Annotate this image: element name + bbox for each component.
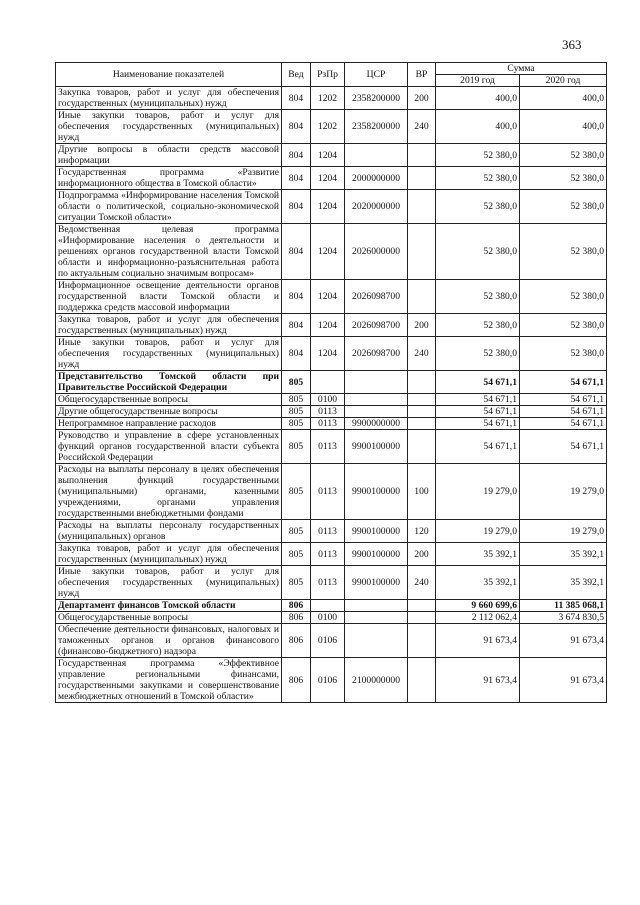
cell-ved: 805 (282, 430, 311, 464)
cell-rzpr: 1204 (311, 167, 345, 190)
table-row (56, 167, 607, 190)
cell-csr: 2000000000 (345, 167, 408, 190)
cell-rzpr: 1204 (311, 144, 345, 167)
cell-ved: 804 (282, 87, 311, 110)
table-row (56, 658, 607, 703)
cell-rzpr: 0106 (311, 658, 345, 703)
cell-name: Руководство и управление в сфере установленных функций органов государственной власти субъекта Российской Федерации (56, 430, 282, 464)
header-rzpr: РзПр (311, 63, 345, 87)
cell-sum-2020: 54 671,1 (520, 430, 607, 464)
cell-csr (345, 624, 408, 658)
cell-csr: 9900100000 (345, 464, 408, 520)
cell-ved: 805 (282, 418, 311, 430)
cell-csr: 9900100000 (345, 520, 408, 543)
cell-sum-2020: 3 674 830,5 (520, 612, 607, 624)
cell-sum-2020: 52 380,0 (520, 190, 607, 224)
cell-vr: 200 (408, 314, 436, 337)
cell-name: Подпрограмма «Информирование населения Томской области о политической, социально-экономической ситуации Томской области» (56, 190, 282, 224)
cell-sum-2019: 400,0 (436, 87, 520, 110)
cell-sum-2019: 52 380,0 (436, 280, 520, 314)
cell-rzpr: 1202 (311, 87, 345, 110)
cell-rzpr: 0113 (311, 566, 345, 600)
cell-sum-2019: 54 671,1 (436, 430, 520, 464)
cell-rzpr (311, 600, 345, 612)
cell-sum-2019: 52 380,0 (436, 190, 520, 224)
cell-sum-2020: 35 392,1 (520, 566, 607, 600)
cell-sum-2020: 400,0 (520, 87, 607, 110)
table-row (56, 394, 607, 406)
cell-csr: 2358200000 (345, 87, 408, 110)
cell-vr (408, 280, 436, 314)
cell-name: Обеспечение деятельности финансовых, налоговых и таможенных органов и органов финансового (финансово-бюджетного) надзора (56, 624, 282, 658)
cell-csr (345, 394, 408, 406)
cell-sum-2020: 91 673,4 (520, 658, 607, 703)
cell-ved: 806 (282, 612, 311, 624)
cell-rzpr: 1204 (311, 224, 345, 280)
cell-rzpr: 0100 (311, 612, 345, 624)
cell-csr (345, 612, 408, 624)
cell-vr: 240 (408, 566, 436, 600)
cell-vr (408, 430, 436, 464)
cell-rzpr: 1204 (311, 337, 345, 371)
cell-name: Расходы на выплаты персоналу в целях обеспечения выполнения функций государственными (муниципальными) органами, казенными учреждениями, органами управления государственными внебюджетными фондами (56, 464, 282, 520)
cell-rzpr: 0113 (311, 520, 345, 543)
cell-ved: 806 (282, 624, 311, 658)
cell-ved: 804 (282, 144, 311, 167)
table-header (56, 63, 607, 87)
cell-name: Иные закупки товаров, работ и услуг для обеспечения государственных (муниципальных) нужд (56, 110, 282, 144)
cell-csr: 2020000000 (345, 190, 408, 224)
cell-csr: 9900100000 (345, 543, 408, 566)
cell-name: Государственная программа «Эффективное управление региональными финансами, государственными закупками и совершенствование межбюджетных отношений в Томской области» (56, 658, 282, 703)
cell-ved: 804 (282, 110, 311, 144)
cell-rzpr: 0113 (311, 543, 345, 566)
header-ved: Вед (282, 63, 311, 87)
cell-rzpr: 0113 (311, 406, 345, 418)
cell-vr (408, 406, 436, 418)
cell-name: Иные закупки товаров, работ и услуг для обеспечения государственных (муниципальных) нужд (56, 566, 282, 600)
cell-sum-2019: 52 380,0 (436, 314, 520, 337)
cell-name: Представительство Томской области при Правительстве Российской Федерации (56, 371, 282, 394)
cell-rzpr: 0106 (311, 624, 345, 658)
cell-sum-2019: 91 673,4 (436, 624, 520, 658)
table-row (56, 144, 607, 167)
table-row (56, 280, 607, 314)
cell-sum-2020: 19 279,0 (520, 520, 607, 543)
cell-vr: 120 (408, 520, 436, 543)
cell-name: Общегосударственные вопросы (56, 612, 282, 624)
cell-csr (345, 371, 408, 394)
cell-name: Закупка товаров, работ и услуг для обеспечения государственных (муниципальных) нужд (56, 543, 282, 566)
cell-rzpr: 1204 (311, 190, 345, 224)
cell-vr (408, 144, 436, 167)
cell-vr (408, 190, 436, 224)
cell-sum-2019: 35 392,1 (436, 566, 520, 600)
table-row (56, 87, 607, 110)
table-row (56, 418, 607, 430)
cell-vr: 100 (408, 464, 436, 520)
cell-ved: 805 (282, 543, 311, 566)
cell-sum-2019: 54 671,1 (436, 418, 520, 430)
cell-sum-2020: 52 380,0 (520, 280, 607, 314)
cell-sum-2020: 52 380,0 (520, 314, 607, 337)
cell-ved: 805 (282, 520, 311, 543)
cell-sum-2020: 52 380,0 (520, 167, 607, 190)
cell-vr (408, 394, 436, 406)
cell-rzpr: 1202 (311, 110, 345, 144)
table-row (56, 612, 607, 624)
cell-name: Закупка товаров, работ и услуг для обеспечения государственных (муниципальных) нужд (56, 314, 282, 337)
cell-ved: 805 (282, 566, 311, 600)
cell-name: Общегосударственные вопросы (56, 394, 282, 406)
cell-ved: 806 (282, 600, 311, 612)
cell-sum-2020: 19 279,0 (520, 464, 607, 520)
cell-rzpr: 0100 (311, 394, 345, 406)
table-row (56, 224, 607, 280)
cell-sum-2020: 54 671,1 (520, 418, 607, 430)
cell-sum-2019: 19 279,0 (436, 520, 520, 543)
cell-name: Информационное освещение деятельности органов государственной власти Томской области и поддержка средств массовой информации (56, 280, 282, 314)
cell-vr (408, 167, 436, 190)
cell-csr: 2358200000 (345, 110, 408, 144)
table-row (56, 464, 607, 520)
cell-sum-2020: 52 380,0 (520, 337, 607, 371)
cell-name: Другие вопросы в области средств массовой информации (56, 144, 282, 167)
cell-vr (408, 224, 436, 280)
cell-sum-2019: 52 380,0 (436, 167, 520, 190)
cell-name: Расходы на выплаты персоналу государственных (муниципальных) органов (56, 520, 282, 543)
header-year-2019: 2019 год (436, 75, 520, 87)
cell-sum-2019: 54 671,1 (436, 406, 520, 418)
cell-ved: 804 (282, 314, 311, 337)
cell-ved: 804 (282, 280, 311, 314)
cell-sum-2020: 54 671,1 (520, 394, 607, 406)
cell-sum-2020: 54 671,1 (520, 406, 607, 418)
table-row (56, 110, 607, 144)
cell-ved: 806 (282, 658, 311, 703)
cell-sum-2020: 11 385 068,1 (520, 600, 607, 612)
cell-sum-2019: 54 671,1 (436, 394, 520, 406)
cell-vr (408, 371, 436, 394)
cell-sum-2020: 400,0 (520, 110, 607, 144)
cell-vr: 200 (408, 543, 436, 566)
cell-name: Государственная программа «Развитие информационного общества в Томской области» (56, 167, 282, 190)
table-row (56, 600, 607, 612)
table-row (56, 406, 607, 418)
cell-ved: 804 (282, 167, 311, 190)
header-sum: Сумма (436, 63, 607, 75)
table-row (56, 566, 607, 600)
cell-ved: 805 (282, 371, 311, 394)
cell-sum-2019: 9 660 699,6 (436, 600, 520, 612)
cell-ved: 805 (282, 464, 311, 520)
cell-sum-2020: 35 392,1 (520, 543, 607, 566)
cell-sum-2019: 52 380,0 (436, 224, 520, 280)
cell-vr (408, 600, 436, 612)
cell-sum-2020: 52 380,0 (520, 144, 607, 167)
cell-name: Департамент финансов Томской области (56, 600, 282, 612)
cell-rzpr: 0113 (311, 430, 345, 464)
cell-sum-2019: 400,0 (436, 110, 520, 144)
cell-csr: 2100000000 (345, 658, 408, 703)
page-number: 363 (562, 37, 582, 52)
cell-sum-2019: 54 671,1 (436, 371, 520, 394)
cell-ved: 804 (282, 224, 311, 280)
cell-sum-2020: 52 380,0 (520, 224, 607, 280)
cell-name: Непрограммное направление расходов (56, 418, 282, 430)
cell-csr: 9900100000 (345, 430, 408, 464)
table-row (56, 543, 607, 566)
cell-sum-2020: 91 673,4 (520, 624, 607, 658)
cell-rzpr: 0113 (311, 464, 345, 520)
cell-csr (345, 406, 408, 418)
cell-rzpr: 0113 (311, 418, 345, 430)
table-row (56, 190, 607, 224)
cell-vr (408, 624, 436, 658)
cell-csr: 2026098700 (345, 314, 408, 337)
cell-rzpr (311, 371, 345, 394)
cell-csr: 2026098700 (345, 280, 408, 314)
cell-csr: 2026098700 (345, 337, 408, 371)
cell-name: Другие общегосударственные вопросы (56, 406, 282, 418)
cell-rzpr: 1204 (311, 280, 345, 314)
cell-csr (345, 600, 408, 612)
table-row (56, 430, 607, 464)
cell-csr: 9900000000 (345, 418, 408, 430)
cell-sum-2020: 54 671,1 (520, 371, 607, 394)
table-body (56, 87, 607, 703)
cell-vr: 240 (408, 337, 436, 371)
cell-sum-2019: 52 380,0 (436, 144, 520, 167)
header-name: Наименование показателей (56, 63, 282, 87)
header-year-2020: 2020 год (520, 75, 607, 87)
cell-ved: 804 (282, 337, 311, 371)
cell-vr (408, 612, 436, 624)
table-row (56, 314, 607, 337)
cell-vr: 200 (408, 87, 436, 110)
cell-rzpr: 1204 (311, 314, 345, 337)
table-row (56, 624, 607, 658)
table-row (56, 520, 607, 543)
cell-name: Закупка товаров, работ и услуг для обеспечения государственных (муниципальных) нужд (56, 87, 282, 110)
cell-csr: 2026000000 (345, 224, 408, 280)
cell-sum-2019: 91 673,4 (436, 658, 520, 703)
table-row (56, 337, 607, 371)
cell-ved: 804 (282, 190, 311, 224)
cell-sum-2019: 19 279,0 (436, 464, 520, 520)
cell-vr: 240 (408, 110, 436, 144)
cell-vr (408, 418, 436, 430)
cell-csr: 9900100000 (345, 566, 408, 600)
header-vr: ВР (408, 63, 436, 87)
table-row (56, 371, 607, 394)
cell-ved: 805 (282, 406, 311, 418)
header-csr: ЦСР (345, 63, 408, 87)
cell-sum-2019: 2 112 062,4 (436, 612, 520, 624)
cell-vr (408, 658, 436, 703)
cell-ved: 805 (282, 394, 311, 406)
budget-table (55, 62, 607, 703)
cell-csr (345, 144, 408, 167)
cell-sum-2019: 35 392,1 (436, 543, 520, 566)
cell-sum-2019: 52 380,0 (436, 337, 520, 371)
cell-name: Ведомственная целевая программа «Информирование населения о деятельности и решениях органов государственной власти Томской области и информационно-разъяснительная работа по актуальным социально значимым вопросам» (56, 224, 282, 280)
cell-name: Иные закупки товаров, работ и услуг для обеспечения государственных (муниципальных) нужд (56, 337, 282, 371)
